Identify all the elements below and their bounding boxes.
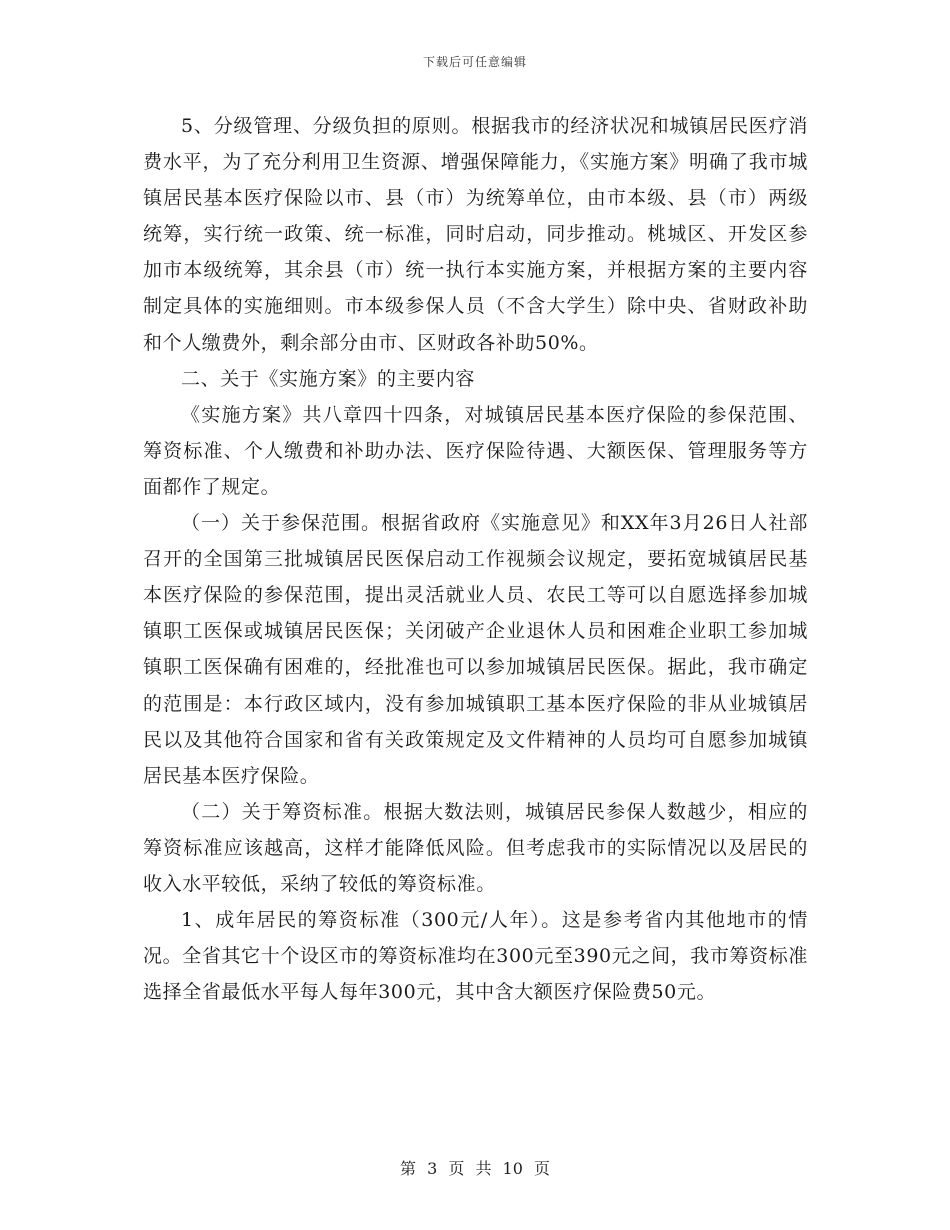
page-footer: 第 3 页 共 10 页: [400, 1159, 550, 1178]
paragraph-coverage-scope: （一）关于参保范围。根据省政府《实施意见》和XX年3月26日人社部召开的全国第三批城镇居民医保启动工作视频会议规定，要拓宽城镇居民基本医疗保险的参保范围，提出灵活就业人员、农民工等可以自愿选择参加城镇职工医保或城镇居民医保；关闭破产企业退休人员和困难企业职工参加城镇职工医保确有困难的，经批准也可以参加城镇居民医保。据此，我市确定的范围是：本行政区域内，没有参加城镇职工基本医疗保险的非从业城镇居民以及其他符合国家和省有关政策规定及文件精神的人员均可自愿参加城镇居民基本医疗保险。: [143, 512, 808, 787]
document-body: [143, 108, 808, 1010]
page-header: 下载后可任意编辑: [422, 55, 527, 69]
paragraph-funding-standard: （二）关于筹资标准。根据大数法则，城镇居民参保人数越少，相应的筹资标准应该越高，这样才能降低风险。但考虑我市的实际情况以及居民的收入水平较低，采纳了较低的筹资标准。: [143, 800, 808, 895]
paragraph-principle-5: 5、分级管理、分级负担的原则。根据我市的经济状况和城镇居民医疗消费水平，为了充分利用卫生资源、增强保障能力，《实施方案》明确了我市城镇居民基本医疗保险以市、县（市）为统筹单位，由市本级、县（市）两级统筹，实行统一政策、统一标准，同时启动，同步推动。桃城区、开发区参加市本级统筹，其余县（市）统一执行本实施方案，并根据方案的主要内容制定具体的实施细则。市本级参保人员（不含大学生）除中央、省财政补助和个人缴费外，剩余部分由市、区财政各补助50%。: [143, 115, 808, 354]
paragraph-plan-overview: 《实施方案》共八章四十四条，对城镇居民基本医疗保险的参保范围、筹资标准、个人缴费和补助办法、医疗保险待遇、大额医保、管理服务等方面都作了规定。: [143, 403, 808, 498]
section-heading-main-content: 二、关于《实施方案》的主要内容: [181, 367, 476, 390]
paragraph-adult-funding: 1、成年居民的筹资标准（300元/人年）。这是参考省内其他地市的情况。全省其它十个设区市的筹资标准均在300元至390元之间，我市筹资标准选择全省最低水平每人每年300元，其中含大额医疗保险费50元。: [143, 909, 808, 1004]
